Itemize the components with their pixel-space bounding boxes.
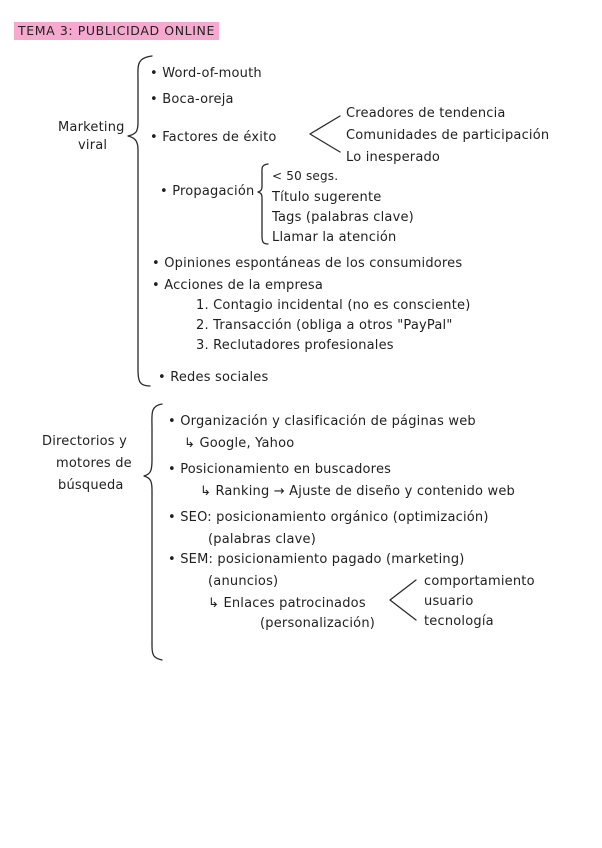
dir-sem-line2: (anuncios) [208,574,279,589]
propagacion-4: Llamar la atención [272,230,397,245]
directorios-label-3: búsqueda [58,478,124,493]
mv-item-5: • Opiniones espontáneas de los consumidores [152,256,463,271]
mv-item-7: • Redes sociales [158,370,269,385]
dir-sem-line4: (personalización) [260,616,376,631]
mv-item-2: • Boca-oreja [150,92,234,107]
accion-2: 2. Transacción (obliga a otros "PayPal" [196,318,453,333]
directorios-label-1: Directorios y [42,434,127,449]
marketing-viral-label-1: Marketing [58,120,125,135]
dir-seo-line1: • SEO: posicionamiento orgánico (optimización) [168,510,489,525]
directorios-label-2: motores de [56,456,132,471]
dir-sem-line1: • SEM: posicionamiento pagado (marketing) [168,552,465,567]
enlaces-factor-1: comportamiento [424,574,535,589]
mv-item-4: • Propagación [160,184,255,199]
propagacion-2: Título sugerente [272,190,382,205]
enlaces-arrow [390,580,416,620]
accion-1: 1. Contagio incidental (no es consciente) [196,298,471,313]
propagacion-1: < 50 segs. [272,169,339,183]
propagacion-3: Tags (palabras clave) [272,210,414,225]
dir-sem-line3: ↳ Enlaces patrocinados [208,596,366,611]
page-title: TEMA 3: PUBLICIDAD ONLINE [14,22,219,40]
factores-arrow [310,116,340,152]
directorios-brace [144,404,162,660]
dir-pos-line2: ↳ Ranking → Ajuste de diseño y contenido web [200,484,515,499]
mv-item-1: • Word-of-mouth [150,66,262,81]
factor-1: Creadores de tendencia [346,106,506,121]
propagacion-brace [258,164,268,244]
dir-seo-line2: (palabras clave) [208,532,317,547]
enlaces-factor-3: tecnología [424,614,494,629]
mv-item-6: • Acciones de la empresa [152,278,324,293]
dir-org-line1: • Organización y clasificación de páginas web [168,414,476,429]
mv-item-3: • Factores de éxito [150,130,277,145]
marketing-brace [128,56,152,386]
enlaces-factor-2: usuario [424,594,474,609]
factor-2: Comunidades de participación [346,128,550,143]
marketing-viral-label-2: viral [78,138,108,153]
factor-3: Lo inesperado [346,150,441,165]
dir-pos-line1: • Posicionamiento en buscadores [168,462,392,477]
dir-org-line2: ↳ Google, Yahoo [184,436,295,451]
accion-3: 3. Reclutadores profesionales [196,338,394,353]
